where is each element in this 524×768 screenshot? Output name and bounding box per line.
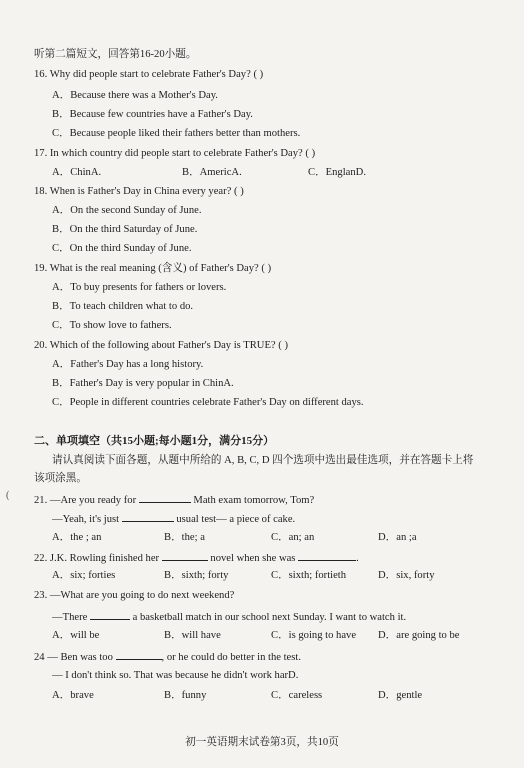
option-b: B．funny bbox=[164, 690, 207, 701]
question-stem: What is the real meaning (含义) of Father's Day? bbox=[49, 263, 259, 274]
answer-blank bbox=[122, 511, 174, 522]
option-a: A．the ; an bbox=[52, 532, 102, 543]
question-stem: Why did people start to celebrate Father's Day? bbox=[49, 69, 251, 80]
option-c: C．EnglanD. bbox=[308, 167, 366, 178]
answer-paren: ( ) bbox=[234, 186, 244, 197]
answer-blank bbox=[90, 609, 130, 620]
option-c: C．careless bbox=[271, 690, 323, 701]
option-a: A．six; forties bbox=[52, 570, 116, 581]
answer-paren: ( ) bbox=[261, 263, 272, 274]
question-stem: Which of the following about Father's Day is TRUE? bbox=[49, 340, 276, 351]
option-d: D．six, forty bbox=[378, 570, 435, 581]
question-19 bbox=[34, 262, 271, 276]
option-a: A．will be bbox=[52, 630, 100, 641]
option-d: D．are going to be bbox=[378, 630, 460, 641]
option-b: B．To teach children what to do. bbox=[52, 301, 194, 312]
option-c: C．is going to have bbox=[271, 630, 357, 641]
section-title: 二、单项填空（共15小题;每小题1分，满分15分） bbox=[34, 435, 275, 447]
question-stem: —What are you going to do next weekend? bbox=[49, 590, 235, 601]
question-number: 17. bbox=[34, 148, 48, 159]
option-b: B．will have bbox=[164, 630, 221, 641]
period: . bbox=[356, 553, 359, 564]
option-d: D．an ;a bbox=[378, 532, 417, 543]
question-stem-part: —There bbox=[52, 612, 88, 623]
option-c: C．Because people liked their fathers better than mothers. bbox=[52, 128, 301, 139]
option-a: A．To buy presents for fathers or lovers. bbox=[52, 282, 227, 293]
option-c: C．an; an bbox=[271, 532, 315, 543]
question-stem-part: Math exam tomorrow, Tom? bbox=[193, 495, 315, 506]
question-24 bbox=[34, 649, 301, 665]
question-stem-part: a basketball match in our school next Sunday. I want to watch it. bbox=[132, 612, 407, 623]
answer-paren: ( ) bbox=[278, 340, 288, 351]
listening-header: 听第二篇短文，回答第16-20小题。 bbox=[34, 49, 197, 60]
question-number: 23. bbox=[34, 590, 48, 601]
margin-mark: ( bbox=[6, 490, 10, 501]
question-number: 21. bbox=[34, 495, 48, 506]
option-a: A．Because there was a Mother's Day. bbox=[52, 90, 218, 101]
answer-paren: ( ) bbox=[305, 148, 316, 159]
answer-blank bbox=[298, 550, 356, 561]
answer-blank bbox=[139, 492, 191, 503]
question-number: 18. bbox=[34, 186, 48, 197]
question-23 bbox=[34, 589, 234, 603]
option-b: B．sixth; forty bbox=[164, 570, 229, 581]
option-a: A．Father's Day has a long history. bbox=[52, 359, 204, 370]
instructions-line-2: 该项涂黑。 bbox=[34, 473, 87, 484]
option-c: C．People in different countries celebrate Father's Day on different days. bbox=[52, 397, 364, 408]
question-stem-part: , or he could do better in the test. bbox=[161, 652, 301, 663]
instructions-line-1: 请认真阅读下面各题，从题中所给的 A, B, C, D 四个选项中选出最佳选项，并在答题卡上将 bbox=[52, 455, 474, 466]
option-a: A．ChinA. bbox=[52, 167, 102, 178]
question-number: 16. bbox=[34, 69, 48, 80]
question-stem-part: —Yeah, it's just bbox=[52, 514, 120, 525]
option-a: A．On the second Sunday of June. bbox=[52, 205, 202, 216]
question-stem: When is Father's Day in China every year? bbox=[49, 186, 232, 197]
question-21-line-2 bbox=[52, 511, 295, 527]
option-c: C．To show love to fathers. bbox=[52, 320, 172, 331]
question-23-line-2 bbox=[52, 609, 406, 625]
option-b: B．Father's Day is very popular in ChinA. bbox=[52, 378, 234, 389]
question-18 bbox=[34, 185, 244, 199]
option-c: C．sixth; fortieth bbox=[271, 570, 347, 581]
question-number: 19. bbox=[34, 263, 48, 274]
answer-blank bbox=[116, 649, 162, 660]
option-c: C．On the third Sunday of June. bbox=[52, 243, 192, 254]
question-17 bbox=[34, 147, 315, 161]
question-number: 22. bbox=[34, 553, 48, 564]
page-footer: 初一英语期末试卷第3页，共10页 bbox=[185, 737, 339, 748]
question-stem-part: J.K. Rowling finished her bbox=[49, 553, 160, 564]
answer-blank bbox=[162, 550, 208, 561]
question-22 bbox=[34, 550, 359, 566]
option-b: B．the; a bbox=[164, 532, 205, 543]
question-stem-part: usual test— a piece of cake. bbox=[176, 514, 296, 525]
question-stem: In which country did people start to celebrate Father's Day? bbox=[49, 148, 303, 159]
option-b: B．AmericA. bbox=[182, 167, 242, 178]
option-a: A．brave bbox=[52, 690, 94, 701]
question-stem-part: —Are you ready for bbox=[49, 495, 137, 506]
question-stem-part: novel when she was bbox=[210, 553, 296, 564]
question-24-line-2: — I don't think so. That was because he didn't work harD. bbox=[52, 670, 299, 681]
question-21 bbox=[34, 492, 314, 508]
question-stem-part: — Ben was too bbox=[47, 652, 113, 663]
option-b: B．On the third Saturday of June. bbox=[52, 224, 198, 235]
question-20 bbox=[34, 339, 288, 353]
question-16 bbox=[34, 68, 263, 82]
answer-paren: ( ) bbox=[253, 69, 264, 80]
option-d: D．gentle bbox=[378, 690, 423, 701]
option-b: B．Because few countries have a Father's Day. bbox=[52, 109, 253, 120]
question-number: 24 bbox=[34, 652, 45, 663]
question-number: 20. bbox=[34, 340, 48, 351]
